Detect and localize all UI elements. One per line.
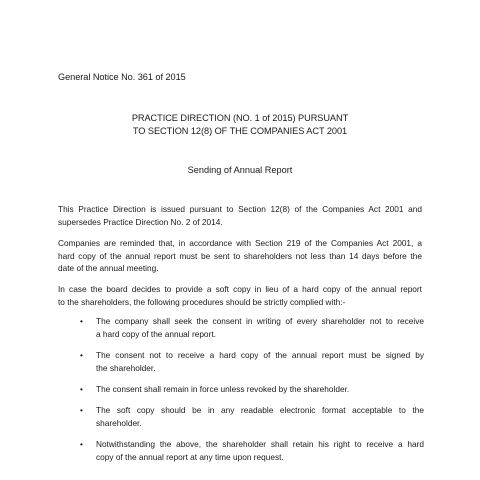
bullet-line: shareholder. (96, 417, 142, 428)
paragraph-line: This Practice Direction is issued pursuant to Section 12(8) of the Companies Act 2001 and (58, 204, 422, 214)
bullet-text (96, 383, 424, 396)
bullet-text (96, 438, 424, 463)
paragraph-line: to the shareholders, the following procedures should be strictly complied with:- (58, 296, 346, 307)
bullet-line: Notwithstanding the above, the shareholder shall retain his right to receive a hard (96, 439, 424, 449)
paragraph (58, 237, 422, 275)
bullet-text (96, 349, 424, 374)
paragraph-line: Companies are reminded that, in accordance with Section 219 of the Companies Act 2001, a (58, 238, 422, 248)
bullet-text (96, 315, 424, 340)
title-line: PRACTICE DIRECTION (NO. 1 of 2015) PURSUANT (131, 113, 349, 123)
bullet-line: The consent shall remain in force unless revoked by the shareholder. (96, 384, 350, 394)
bullet-line: The consent not to receive a hard copy of the annual report must be signed by (96, 350, 424, 360)
paragraph (58, 283, 422, 308)
document-title (0, 112, 480, 137)
paragraph-line: hard copy of the annual report must be sent to shareholders not less than 14 days before the (58, 250, 422, 261)
notice-number: General Notice No. 361 of 2015 (58, 72, 186, 82)
bullet-line: a hard copy of the annual report. (96, 328, 216, 339)
paragraph-line: In case the board decides to provide a soft copy in lieu of a hard copy of the annual report (58, 284, 422, 294)
bullet-line: The company shall seek the consent in writing of every shareholder not to receive (96, 316, 424, 326)
bullet-text (96, 404, 424, 429)
paragraph (58, 203, 422, 228)
paragraph-line: supersedes Practice Direction No. 2 of 2014. (58, 216, 223, 227)
document-subtitle: Sending of Annual Report (187, 165, 293, 175)
bullet-icon: • (80, 350, 83, 360)
bullet-line: copy of the annual report at any time upon request. (96, 451, 284, 462)
bullet-icon: • (80, 439, 83, 449)
bullet-line: The soft copy should be in any readable electronic format acceptable to the (96, 405, 424, 415)
bullet-icon: • (80, 405, 83, 415)
bullet-icon: • (80, 316, 83, 326)
bullet-icon: • (80, 384, 83, 394)
paragraph-line: date of the annual meeting. (58, 263, 159, 273)
title-line: TO SECTION 12(8) OF THE COMPANIES ACT 2001 (132, 125, 348, 136)
bullet-line: the shareholder. (96, 362, 156, 373)
